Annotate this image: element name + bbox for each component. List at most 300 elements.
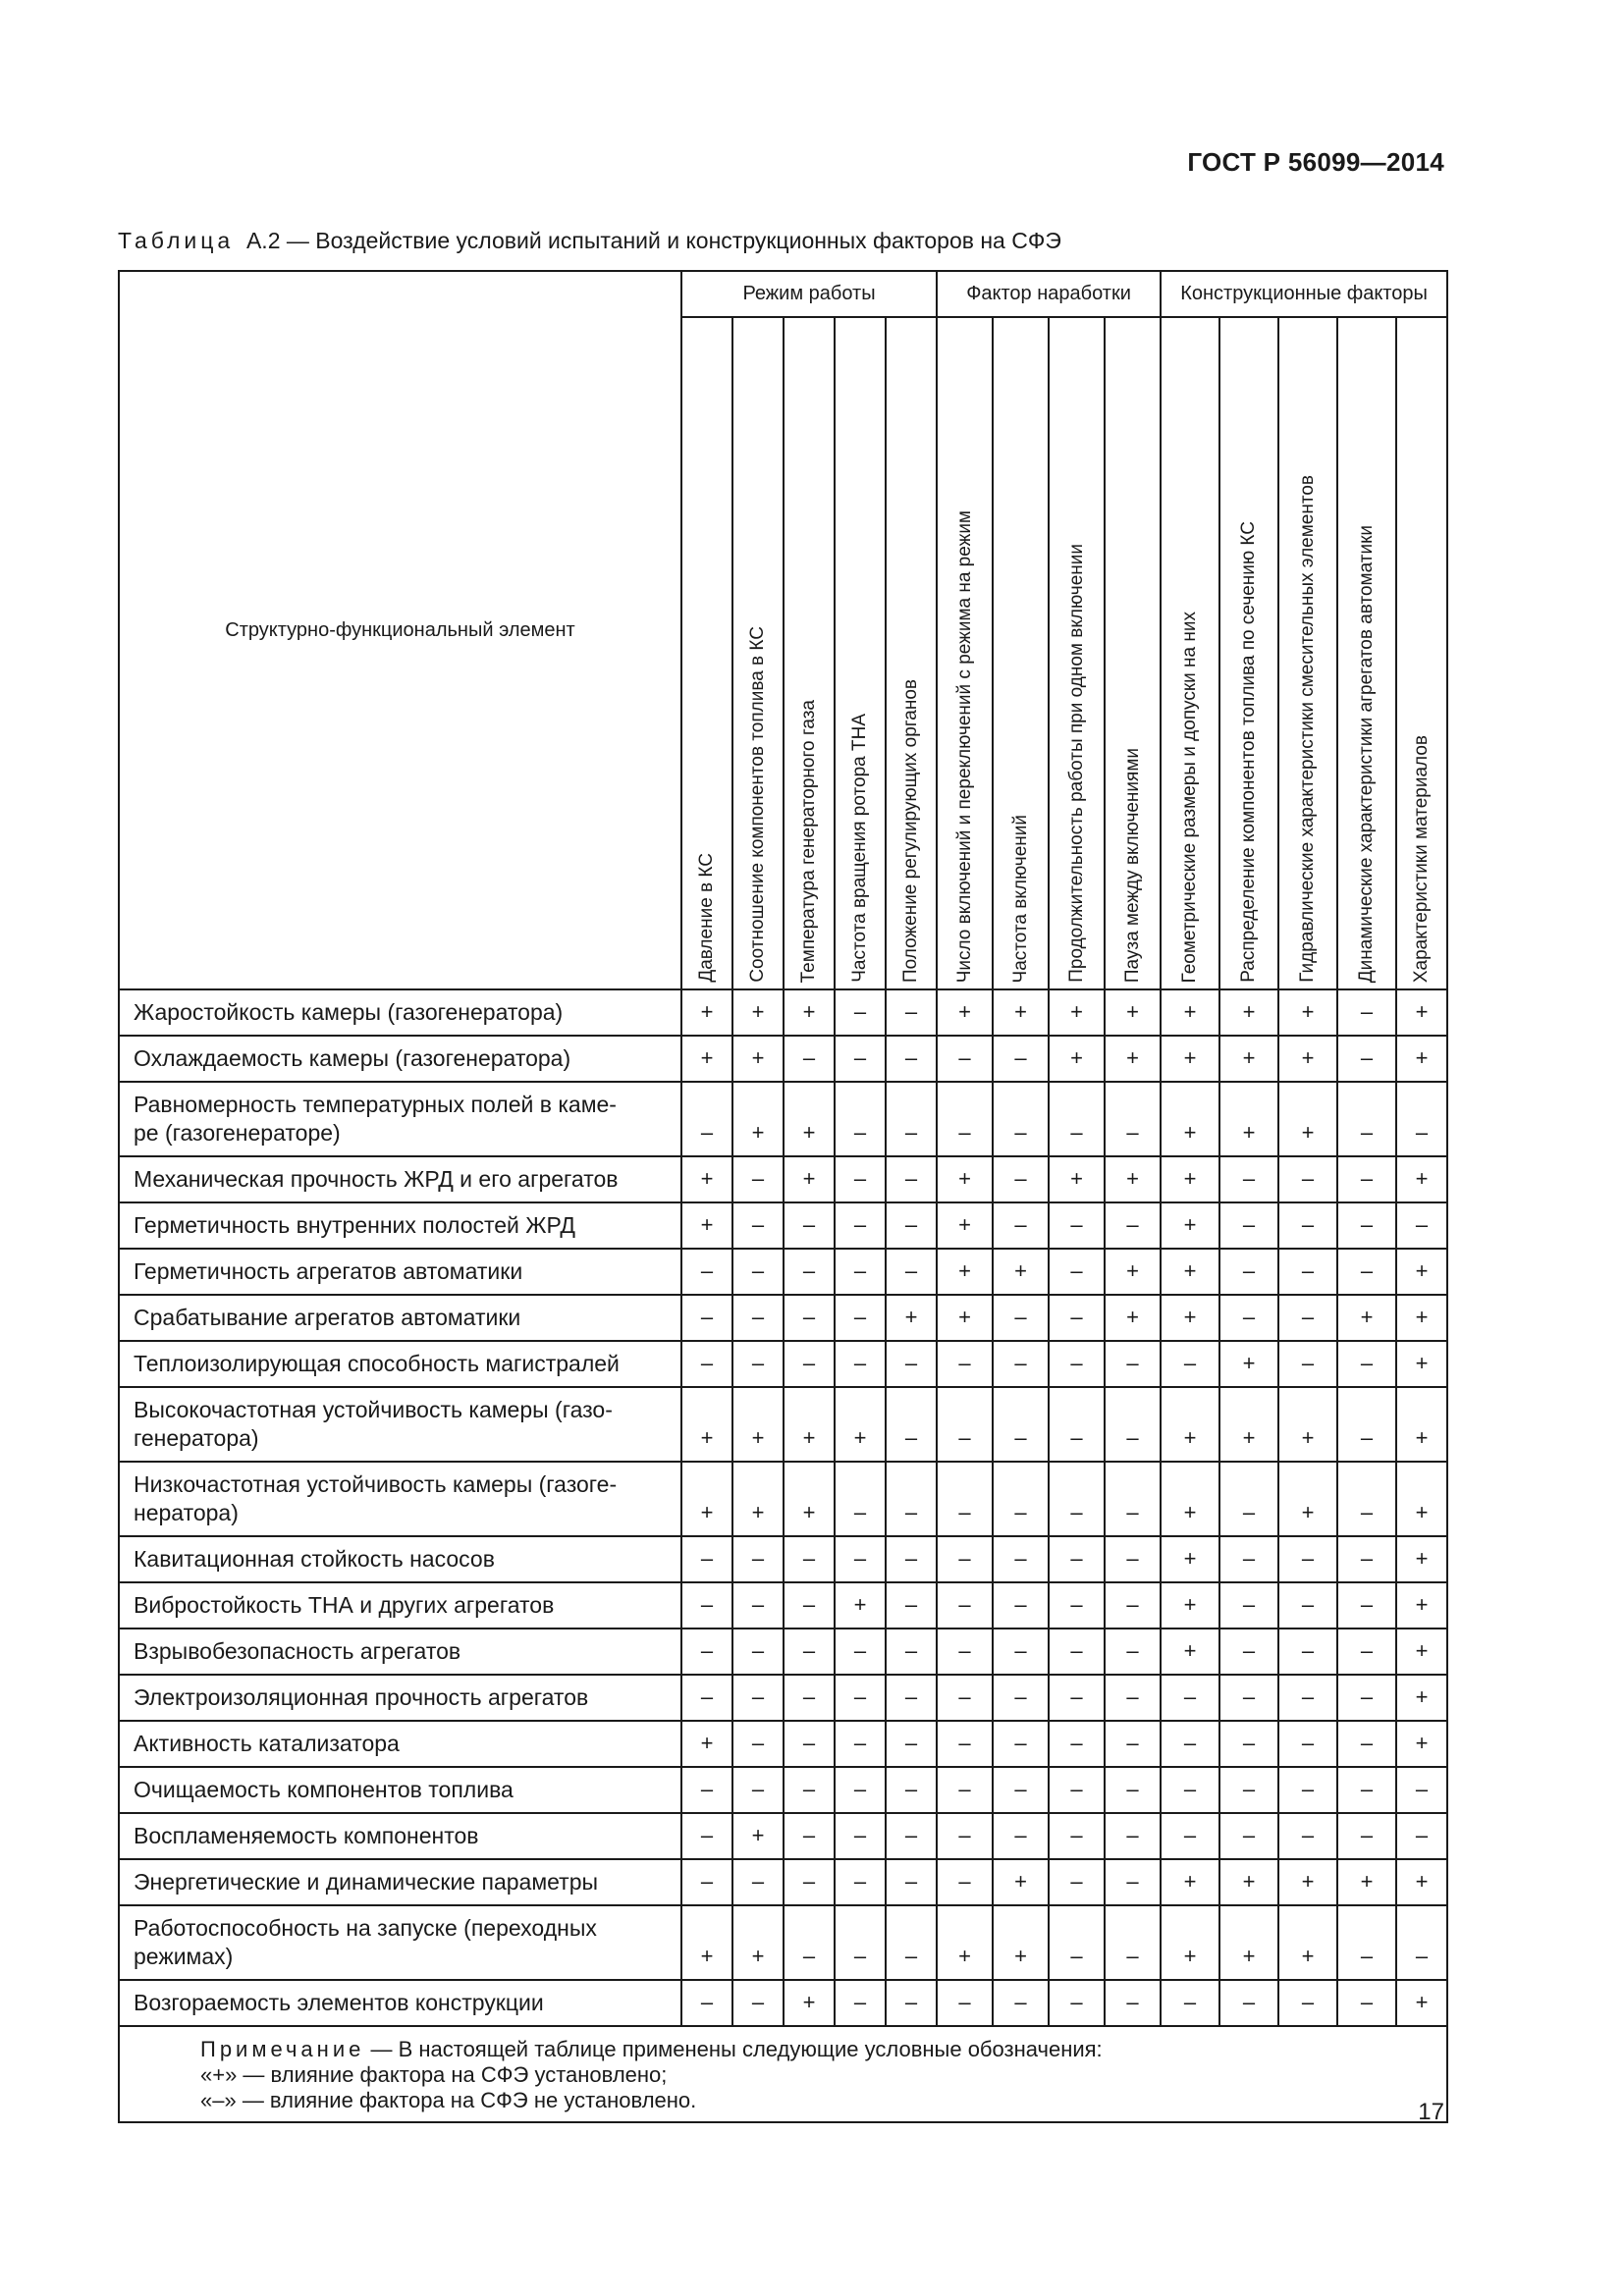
influence-mark: – xyxy=(1278,1295,1337,1341)
influence-mark: – xyxy=(886,989,937,1036)
influence-mark: – xyxy=(937,1629,993,1675)
influence-mark: – xyxy=(1105,1905,1161,1980)
influence-mark: – xyxy=(681,1629,732,1675)
influence-mark: – xyxy=(784,1582,835,1629)
influence-mark: + xyxy=(1278,1082,1337,1156)
caption-text: — Воздействие условий испытаний и конструкционных факторов на СФЭ xyxy=(280,228,1061,253)
influence-mark: + xyxy=(1161,1387,1219,1462)
influence-mark: – xyxy=(835,1905,886,1980)
influence-mark: – xyxy=(1105,1536,1161,1582)
influence-mark: + xyxy=(1219,989,1278,1036)
influence-mark: – xyxy=(835,1462,886,1536)
influence-mark: – xyxy=(993,1675,1049,1721)
influence-mark: – xyxy=(1396,1202,1447,1249)
influence-mark: – xyxy=(784,1767,835,1813)
influence-mark: – xyxy=(1105,1859,1161,1905)
row-element-name: Электроизоляционная прочность агрегатов xyxy=(119,1675,681,1721)
caption-id: А.2 xyxy=(245,228,281,253)
column-group-header: Конструкционные факторы xyxy=(1161,271,1447,317)
influence-mark: – xyxy=(1396,1813,1447,1859)
influence-mark: – xyxy=(937,1859,993,1905)
influence-mark: – xyxy=(937,1980,993,2026)
influence-mark: – xyxy=(1278,1536,1337,1582)
column-header xyxy=(1337,317,1396,989)
influence-mark: – xyxy=(1219,1675,1278,1721)
table-row xyxy=(119,1536,1447,1582)
influence-mark: – xyxy=(937,1036,993,1082)
influence-mark: + xyxy=(784,1462,835,1536)
influence-mark: – xyxy=(1049,1629,1105,1675)
row-element-name: Охлаждаемость камеры (газогенератора) xyxy=(119,1036,681,1082)
table-row xyxy=(119,1582,1447,1629)
table-row xyxy=(119,1767,1447,1813)
table-row xyxy=(119,1721,1447,1767)
influence-mark: – xyxy=(1105,1341,1161,1387)
influence-mark: – xyxy=(993,1462,1049,1536)
column-header-label: Динамические характеристики агрегатов автоматики xyxy=(1356,524,1378,983)
influence-mark: + xyxy=(1161,1536,1219,1582)
influence-mark: – xyxy=(732,1536,784,1582)
influence-mark: – xyxy=(1161,1767,1219,1813)
influence-mark: – xyxy=(1396,1767,1447,1813)
row-element-name-line: Равномерность температурных полей в каме- xyxy=(134,1092,617,1117)
influence-mark: + xyxy=(1219,1859,1278,1905)
influence-mark: – xyxy=(835,1156,886,1202)
influence-mark: – xyxy=(1337,1905,1396,1980)
influence-mark: + xyxy=(1278,1387,1337,1462)
influence-mark: – xyxy=(732,1859,784,1905)
table-row xyxy=(119,1629,1447,1675)
influence-mark: + xyxy=(993,1859,1049,1905)
influence-mark: – xyxy=(681,1582,732,1629)
influence-mark: + xyxy=(784,1387,835,1462)
influence-mark: + xyxy=(784,1156,835,1202)
influence-mark: – xyxy=(1337,1202,1396,1249)
row-element-name xyxy=(119,1387,681,1462)
influence-mark: – xyxy=(1105,1767,1161,1813)
influence-mark: – xyxy=(1219,1536,1278,1582)
row-element-name-line: Работоспособность на запуске (переходных xyxy=(134,1915,597,1941)
influence-mark: + xyxy=(937,1202,993,1249)
influence-mark: – xyxy=(681,1675,732,1721)
caption-label: Таблица xyxy=(118,228,235,253)
influence-mark: – xyxy=(784,1675,835,1721)
influence-mark: – xyxy=(681,1249,732,1295)
influence-mark: – xyxy=(784,1341,835,1387)
influence-mark: – xyxy=(993,1202,1049,1249)
influence-mark: – xyxy=(835,1036,886,1082)
influence-mark: – xyxy=(835,1341,886,1387)
influence-mark: – xyxy=(1049,1582,1105,1629)
influence-mark: – xyxy=(1278,1202,1337,1249)
table-row xyxy=(119,1202,1447,1249)
influence-mark: – xyxy=(1105,1813,1161,1859)
influence-mark: + xyxy=(1161,1462,1219,1536)
influence-mark: – xyxy=(1161,1341,1219,1387)
influence-mark: – xyxy=(732,1980,784,2026)
influence-mark: – xyxy=(1337,1387,1396,1462)
influence-mark: – xyxy=(1049,1721,1105,1767)
table-row xyxy=(119,1249,1447,1295)
column-header xyxy=(1161,317,1219,989)
influence-mark: – xyxy=(886,1341,937,1387)
influence-mark: – xyxy=(886,1387,937,1462)
influence-mark: – xyxy=(1337,1341,1396,1387)
influence-mark: + xyxy=(1161,1859,1219,1905)
influence-mark: – xyxy=(993,1341,1049,1387)
influence-mark: – xyxy=(681,1082,732,1156)
influence-mark: – xyxy=(886,1859,937,1905)
influence-mark: + xyxy=(1161,1156,1219,1202)
influence-mark: – xyxy=(1049,1536,1105,1582)
influence-mark: – xyxy=(1049,1202,1105,1249)
influence-mark: – xyxy=(1278,1813,1337,1859)
column-group-header: Фактор наработки xyxy=(937,271,1161,317)
influence-mark: + xyxy=(937,1249,993,1295)
influence-mark: – xyxy=(732,1721,784,1767)
influence-mark: + xyxy=(1396,1536,1447,1582)
influence-mark: + xyxy=(937,989,993,1036)
influence-mark: – xyxy=(732,1767,784,1813)
influence-mark: + xyxy=(681,1036,732,1082)
influence-mark: – xyxy=(886,1721,937,1767)
influence-mark: + xyxy=(1396,989,1447,1036)
influence-mark: – xyxy=(681,1859,732,1905)
influence-mark: – xyxy=(1105,1082,1161,1156)
influence-mark: + xyxy=(1278,1462,1337,1536)
table-row xyxy=(119,1813,1447,1859)
influence-mark: – xyxy=(732,1341,784,1387)
influence-mark: + xyxy=(1396,1156,1447,1202)
influence-mark: – xyxy=(937,1675,993,1721)
influence-mark: + xyxy=(1105,1249,1161,1295)
influence-mark: – xyxy=(1105,1462,1161,1536)
row-element-name: Жаростойкость камеры (газогенератора) xyxy=(119,989,681,1036)
influence-mark: – xyxy=(886,1980,937,2026)
column-header-label: Число включений и переключений с режима на режим xyxy=(953,509,975,983)
column-header-label: Положение регулирующих органов xyxy=(900,678,922,983)
influence-mark: – xyxy=(937,1582,993,1629)
influence-mark: – xyxy=(937,1387,993,1462)
influence-mark: – xyxy=(1049,1675,1105,1721)
column-header xyxy=(835,317,886,989)
table-row xyxy=(119,1341,1447,1387)
influence-mark: – xyxy=(886,1202,937,1249)
table-row xyxy=(119,1859,1447,1905)
influence-mark: – xyxy=(1337,1156,1396,1202)
influence-mark: – xyxy=(835,1813,886,1859)
column-header-label: Гидравлические характеристики смесительных элементов xyxy=(1297,475,1319,983)
influence-mark: – xyxy=(1337,1980,1396,2026)
influence-mark: – xyxy=(1105,1721,1161,1767)
influence-mark: + xyxy=(732,1462,784,1536)
influence-mark: – xyxy=(1049,1905,1105,1980)
influence-mark: + xyxy=(732,989,784,1036)
influence-mark: – xyxy=(1219,1767,1278,1813)
table-row xyxy=(119,1387,1447,1462)
row-element-name: Вибростойкость ТНА и других агрегатов xyxy=(119,1582,681,1629)
table-row xyxy=(119,989,1447,1036)
influence-mark: – xyxy=(1049,1767,1105,1813)
influence-mark: – xyxy=(1337,1249,1396,1295)
influence-mark: + xyxy=(784,1980,835,2026)
column-header-label: Соотношение компонентов топлива в КС xyxy=(747,626,768,983)
influence-mark: + xyxy=(937,1156,993,1202)
table-row xyxy=(119,1036,1447,1082)
influence-mark: – xyxy=(732,1202,784,1249)
column-header-label: Давление в КС xyxy=(696,853,717,983)
influence-mark: – xyxy=(993,1980,1049,2026)
influence-mark: – xyxy=(1337,989,1396,1036)
row-element-name: Воспламеняемость компонентов xyxy=(119,1813,681,1859)
influence-mark: – xyxy=(1161,1721,1219,1767)
influence-mark: – xyxy=(1337,1082,1396,1156)
influence-mark: + xyxy=(1161,1082,1219,1156)
table-row xyxy=(119,1675,1447,1721)
row-element-name-line: режимах) xyxy=(134,1944,234,1969)
influence-mark: – xyxy=(937,1813,993,1859)
influence-mark: + xyxy=(681,1721,732,1767)
influence-mark: – xyxy=(732,1156,784,1202)
influence-mark: + xyxy=(1105,1036,1161,1082)
influence-mark: – xyxy=(937,1341,993,1387)
influence-mark: + xyxy=(937,1295,993,1341)
influence-mark: + xyxy=(732,1905,784,1980)
row-element-name-line: нератора) xyxy=(134,1500,239,1525)
influence-mark: – xyxy=(1278,1156,1337,1202)
column-header xyxy=(1049,317,1105,989)
influence-mark: + xyxy=(681,1905,732,1980)
column-header-label: Распределение компонентов топлива по сечению КС xyxy=(1238,521,1260,983)
influence-mark: – xyxy=(1105,1202,1161,1249)
influence-mark: – xyxy=(1219,1813,1278,1859)
influence-mark: + xyxy=(1396,1675,1447,1721)
influence-mark: – xyxy=(835,989,886,1036)
influence-mark: – xyxy=(732,1295,784,1341)
influence-mark: – xyxy=(1049,1980,1105,2026)
influence-mark: – xyxy=(1278,1582,1337,1629)
influence-mark: + xyxy=(993,1249,1049,1295)
row-element-name: Взрывобезопасность агрегатов xyxy=(119,1629,681,1675)
influence-mark: – xyxy=(1049,1341,1105,1387)
influence-mark: – xyxy=(1161,1980,1219,2026)
influence-mark: + xyxy=(1219,1341,1278,1387)
influence-mark: – xyxy=(1278,1675,1337,1721)
influence-mark: + xyxy=(1337,1295,1396,1341)
column-header-label: Геометрические размеры и допуски на них xyxy=(1179,611,1201,983)
influence-mark: + xyxy=(1396,1387,1447,1462)
influence-mark: – xyxy=(835,1767,886,1813)
row-element-name: Энергетические и динамические параметры xyxy=(119,1859,681,1905)
influence-mark: + xyxy=(681,1156,732,1202)
influence-mark: – xyxy=(784,1536,835,1582)
influence-mark: – xyxy=(1049,1859,1105,1905)
influence-mark: – xyxy=(993,1036,1049,1082)
influence-mark: – xyxy=(1049,1082,1105,1156)
note-label: Примечание xyxy=(200,2037,365,2061)
influence-mark: – xyxy=(886,1462,937,1536)
influence-mark: – xyxy=(1219,1980,1278,2026)
influence-mark: – xyxy=(681,1536,732,1582)
influence-mark: + xyxy=(1337,1859,1396,1905)
column-header xyxy=(886,317,937,989)
column-header xyxy=(1396,317,1447,989)
influence-mark: – xyxy=(835,1249,886,1295)
influence-mark: – xyxy=(993,1295,1049,1341)
influence-mark: – xyxy=(1105,1629,1161,1675)
element-header: Структурно-функциональный элемент xyxy=(119,271,681,989)
column-header-label: Частота вращения ротора ТНА xyxy=(849,714,870,983)
influence-mark: – xyxy=(993,1536,1049,1582)
column-header xyxy=(1105,317,1161,989)
influence-mark: – xyxy=(886,1629,937,1675)
influence-mark: – xyxy=(835,1082,886,1156)
influence-mark: – xyxy=(993,1721,1049,1767)
influence-mark: + xyxy=(1161,1202,1219,1249)
influence-mark: + xyxy=(1161,1249,1219,1295)
influence-mark: – xyxy=(1337,1629,1396,1675)
influence-mark: – xyxy=(1337,1536,1396,1582)
influence-mark: + xyxy=(1219,1905,1278,1980)
influence-mark: – xyxy=(835,1675,886,1721)
influence-mark: – xyxy=(732,1249,784,1295)
influence-mark: + xyxy=(1396,1036,1447,1082)
influence-mark: – xyxy=(937,1767,993,1813)
influence-mark: + xyxy=(1278,1905,1337,1980)
influence-mark: – xyxy=(1278,1767,1337,1813)
influence-mark: – xyxy=(1161,1675,1219,1721)
influence-mark: – xyxy=(784,1721,835,1767)
influence-mark: – xyxy=(886,1536,937,1582)
influence-mark: – xyxy=(835,1980,886,2026)
influence-mark: + xyxy=(1161,1295,1219,1341)
row-element-name xyxy=(119,1905,681,1980)
column-header xyxy=(1219,317,1278,989)
influence-mark: – xyxy=(1337,1813,1396,1859)
influence-mark: – xyxy=(1337,1462,1396,1536)
influence-mark: + xyxy=(886,1295,937,1341)
table-row xyxy=(119,1462,1447,1536)
row-element-name: Активность катализатора xyxy=(119,1721,681,1767)
influence-mark: – xyxy=(784,1629,835,1675)
influence-mark: – xyxy=(937,1462,993,1536)
influence-mark: – xyxy=(784,1295,835,1341)
influence-mark: + xyxy=(1105,1156,1161,1202)
row-element-name xyxy=(119,1082,681,1156)
influence-mark: – xyxy=(784,1813,835,1859)
influence-mark: – xyxy=(1049,1813,1105,1859)
influence-mark: + xyxy=(732,1036,784,1082)
influence-mark: + xyxy=(937,1905,993,1980)
influence-mark: + xyxy=(1278,1859,1337,1905)
row-element-name xyxy=(119,1462,681,1536)
influence-mark: – xyxy=(1105,1582,1161,1629)
influence-mark: – xyxy=(784,1859,835,1905)
influence-mark: – xyxy=(681,1980,732,2026)
influence-mark: – xyxy=(1161,1813,1219,1859)
influence-mark: – xyxy=(993,1082,1049,1156)
influence-mark: – xyxy=(886,1675,937,1721)
influence-mark: – xyxy=(835,1859,886,1905)
influence-mark: – xyxy=(1396,1082,1447,1156)
table-row xyxy=(119,1082,1447,1156)
column-header xyxy=(993,317,1049,989)
column-header-label: Пауза между включениями xyxy=(1121,747,1143,983)
column-header-label: Продолжительность работы при одном включении xyxy=(1065,544,1087,983)
influence-mark: – xyxy=(1219,1202,1278,1249)
influence-mark: + xyxy=(1049,1156,1105,1202)
influence-mark: – xyxy=(1278,1629,1337,1675)
influence-mark: – xyxy=(886,1036,937,1082)
influence-mark: – xyxy=(1337,1582,1396,1629)
row-element-name: Механическая прочность ЖРД и его агрегатов xyxy=(119,1156,681,1202)
influence-mark: + xyxy=(993,1905,1049,1980)
influence-mark: + xyxy=(681,1387,732,1462)
table-row xyxy=(119,1295,1447,1341)
row-element-name: Срабатывание агрегатов автоматики xyxy=(119,1295,681,1341)
influence-mark: + xyxy=(1105,989,1161,1036)
row-element-name-line: Высокочастотная устойчивость камеры (газо- xyxy=(134,1397,613,1422)
row-element-name: Кавитационная стойкость насосов xyxy=(119,1536,681,1582)
influence-mark: – xyxy=(1278,1721,1337,1767)
row-element-name-line: генератора) xyxy=(134,1425,259,1451)
influence-mark: + xyxy=(732,1387,784,1462)
influence-mark: + xyxy=(1278,989,1337,1036)
influence-mark: + xyxy=(784,1082,835,1156)
influence-mark: – xyxy=(886,1905,937,1980)
column-header xyxy=(681,317,732,989)
note-legend-line: «+» — влияние фактора на СФЭ установлено; xyxy=(200,2062,668,2087)
column-header-label: Частота включений xyxy=(1009,814,1031,983)
influence-mark: + xyxy=(1105,1295,1161,1341)
table-row xyxy=(119,1905,1447,1980)
influence-mark: + xyxy=(1396,1462,1447,1536)
table-note xyxy=(119,2026,1447,2122)
influence-mark: – xyxy=(681,1767,732,1813)
influence-mark: + xyxy=(1161,989,1219,1036)
influence-mark: – xyxy=(681,1813,732,1859)
influence-mark: – xyxy=(681,1295,732,1341)
influence-mark: + xyxy=(1161,1905,1219,1980)
influence-mark: – xyxy=(1219,1156,1278,1202)
row-element-name: Возгораемость элементов конструкции xyxy=(119,1980,681,2026)
influence-mark: – xyxy=(835,1536,886,1582)
influence-mark: + xyxy=(1396,1629,1447,1675)
influence-mark: – xyxy=(1105,1980,1161,2026)
influence-mark: + xyxy=(1396,1582,1447,1629)
influence-mark: + xyxy=(1161,1629,1219,1675)
influence-mark: – xyxy=(993,1629,1049,1675)
influence-mark: + xyxy=(835,1387,886,1462)
influence-mark: – xyxy=(886,1767,937,1813)
row-element-name: Герметичность агрегатов автоматики xyxy=(119,1249,681,1295)
note-legend-line: «–» — влияние фактора на СФЭ не установлено. xyxy=(200,2088,697,2112)
influence-mark: + xyxy=(1396,1980,1447,2026)
influence-mark: + xyxy=(681,1202,732,1249)
influence-mark: – xyxy=(1219,1462,1278,1536)
influence-mark: – xyxy=(835,1721,886,1767)
table-caption xyxy=(118,228,1061,254)
influence-mark: + xyxy=(681,1462,732,1536)
influence-mark: – xyxy=(886,1082,937,1156)
influence-mark: – xyxy=(732,1629,784,1675)
influence-mark: – xyxy=(1219,1721,1278,1767)
influence-mark: + xyxy=(1396,1341,1447,1387)
column-header-label: Характеристики материалов xyxy=(1411,734,1433,983)
column-header xyxy=(937,317,993,989)
influence-mark: – xyxy=(1337,1767,1396,1813)
influence-mark: – xyxy=(1219,1582,1278,1629)
